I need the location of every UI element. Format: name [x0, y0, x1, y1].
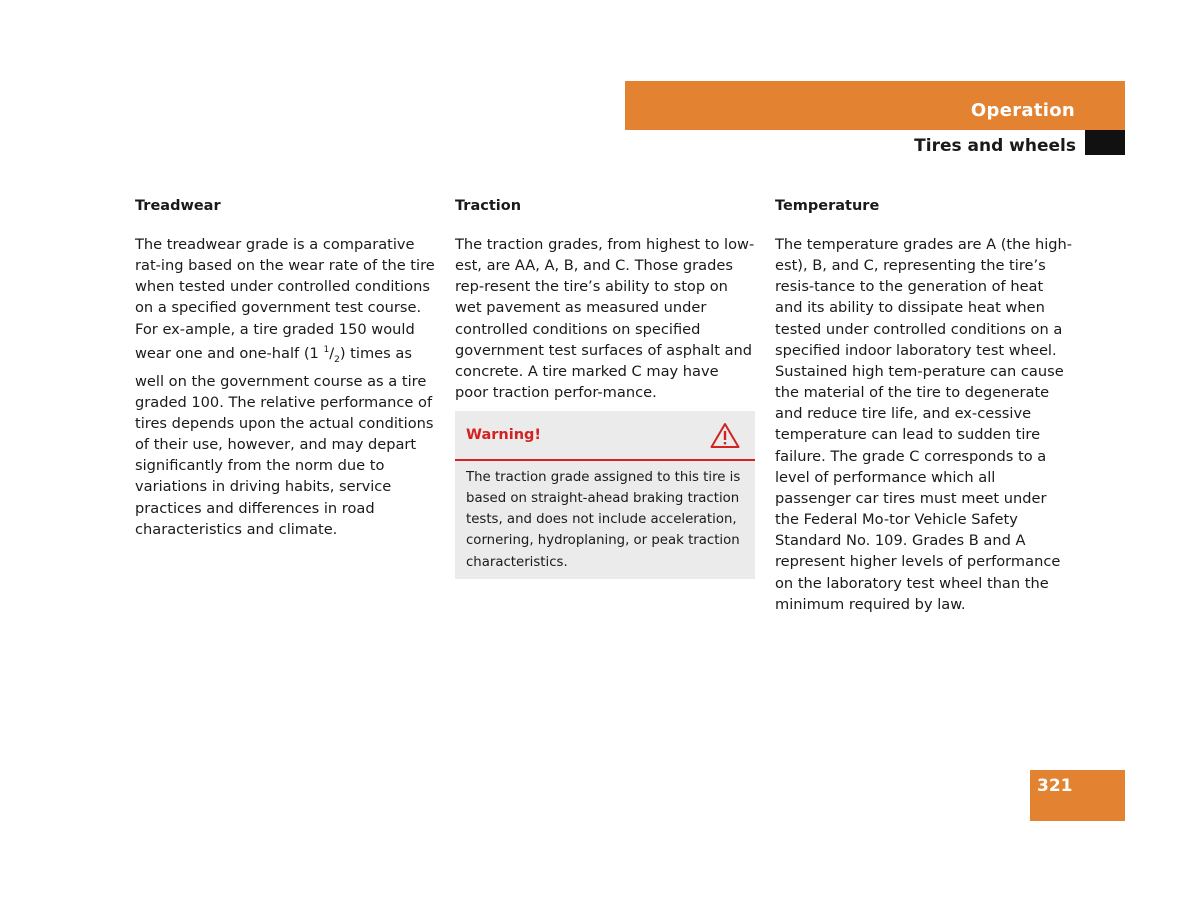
fraction-numerator: 1: [323, 344, 330, 355]
warning-text: The traction grade assigned to this tire is based on straight-ahead braking traction tests, and does not include acceleration, cornering, hydroplaning, or peak traction characteristics.: [466, 470, 741, 570]
subsection-title: Tires and wheels: [914, 136, 1076, 156]
page-number: 321: [1037, 776, 1073, 796]
one-half-fraction: [323, 344, 340, 365]
fraction-slash: /: [329, 344, 335, 362]
page-number-box: [1030, 770, 1125, 821]
section-tab-marker: [1085, 130, 1125, 155]
section-header-band: [625, 81, 1125, 130]
traction-column: [455, 196, 755, 403]
treadwear-column: [135, 196, 435, 540]
warning-triangle-icon: [710, 422, 740, 449]
section-title: Operation: [970, 100, 1075, 121]
treadwear-paragraph: [135, 234, 435, 540]
treadwear-text-start: The treadwear grade is a comparative rat-ing based on the wear rate of the tire when tested under controlled conditions on a specified government test course. For ex-ample, a tire graded 150 would wear one and one-half (1: [135, 236, 435, 362]
temperature-column: [775, 196, 1075, 615]
warning-box: [455, 411, 755, 579]
treadwear-text-end: ) times as well on the government course as a tire graded 100. The relative performance of tires depends upon the actual conditions of their use, however, and may depart significantly from the norm due to variations in driving habits, service practices and differences in road characteristics and climate.: [135, 344, 434, 538]
warning-header: [455, 411, 755, 461]
fraction-denominator: 2: [334, 354, 340, 365]
traction-paragraph: The traction grades, from highest to low-est, are AA, A, B, and C. Those grades rep-resent the tire’s ability to stop on wet pavement as measured under controlled conditions on specified government test surfaces of asphalt and concrete. A tire marked C may have poor traction perfor-mance.: [455, 236, 755, 402]
traction-heading: Traction: [455, 198, 522, 214]
temperature-paragraph: The temperature grades are A (the high-est), B, and C, representing the tire’s resis-tance to the generation of heat and its ability to dissipate heat when tested under controlled conditions on a specified indoor laboratory test wheel. Sustained high tem-perature can cause the material of the tire to degenerate and reduce tire life, and ex-cessive temperature can lead to sudden tire failure. The grade C corresponds to a level of performance which all passenger car tires must meet under the Federal Mo-tor Vehicle Safety Standard No. 109. Grades B and A represent higher levels of performance on the laboratory test wheel than the minimum required by law.: [775, 236, 1073, 613]
temperature-heading: Temperature: [775, 198, 880, 214]
warning-title: Warning!: [466, 427, 542, 443]
treadwear-heading: Treadwear: [135, 198, 221, 214]
